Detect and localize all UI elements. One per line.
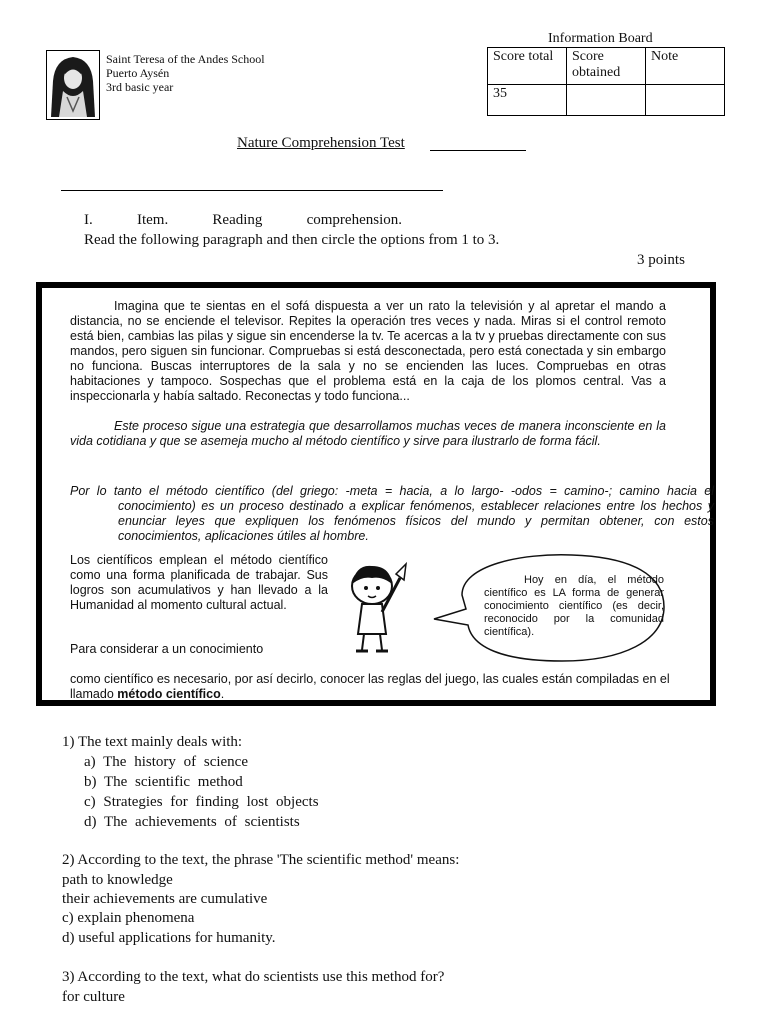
section-word-item: Item. <box>136 212 169 228</box>
reading-passage-box <box>36 282 716 706</box>
question-1-option-a[interactable]: a) The history of science <box>84 754 249 770</box>
section-word-comprehension: comprehension. <box>306 212 402 228</box>
question-3: 3) According to the text, what do scientists use this method for? <box>62 969 445 985</box>
saint-portrait-icon <box>47 51 99 119</box>
question-2-answer-d[interactable]: d) useful applications for humanity. <box>62 930 276 946</box>
board-header-score-obtained: Score obtained <box>567 48 646 85</box>
section-number: I. <box>84 212 93 228</box>
question-2-answer-c[interactable]: c) explain phenomena <box>62 910 195 926</box>
school-info <box>106 52 265 94</box>
board-score-obtained-cell[interactable] <box>567 85 646 116</box>
reading-paragraph-5: como científico es necesario, por así decirlo, conocer las reglas del juego, las cuales están compiladas en el llamado método científico. <box>70 672 670 701</box>
question-1-option-d[interactable]: d) The achievements of scientists <box>84 814 300 830</box>
section-instruction: Read the following paragraph and then circle the options from 1 to 3. <box>84 232 500 248</box>
information-board-table <box>487 47 725 116</box>
reading-paragraph-4: Los científicos emplean el método científico como una forma planificada de trabajar. Sus logros son acumulativos y han llevado a la Humanidad al momento cultural actual. <box>70 553 328 612</box>
reading-paragraph-1: Imagina que te sientas en el sofá dispuesta a ver un rato la televisión y al apretar el mando a distancia, no se enciende el televisor. Repites la operación tres veces y nada. Miras si el control remoto está bien, cambias las pilas y sigue sin encenderse la tv. Te acercas a la tv y pruebas directamente con sus mandos, pero siguen sin funcionar. Compruebas si está desconectada, pero está conectada y sin embargo no funciona. Buscas interruptores de la sala y no se encienden las luces. Compruebas en otras habitaciones y tampoco. Sospechas que el problema está en la caja de los plomos central. Vas a inspeccionarla y había saltado. Reconectas y todo funciona... <box>70 299 666 403</box>
school-location: Puerto Aysén <box>106 66 170 80</box>
question-2: 2) According to the text, the phrase 'The scientific method' means: <box>62 852 460 868</box>
board-header-note: Note <box>646 48 725 85</box>
reading-paragraph-5-start: Para considerar a un conocimiento <box>70 642 264 656</box>
test-title: Nature Comprehension Test <box>237 135 405 151</box>
question-2-answer-2[interactable]: their achievements are cumulative <box>62 891 268 907</box>
reading-paragraph-3: Por lo tanto el método científico (del griego: -meta = hacia, a lo largo- -odos = camino-; camino hacia el conocimiento) es un proceso destinado a explicar fenómenos, establecer relaciones entre los hechos y enunciar leyes que expliquen los fenómenos físicos del mundo y permitan obtener, con estos conocimientos, aplicaciones útiles al hombre. <box>70 484 714 543</box>
question-1-option-c[interactable]: c) Strategies for finding lost objects <box>84 794 319 810</box>
speech-bubble-text: Hoy en día, el método científico es LA forma de generar conocimiento científico (es decir, reconocido por la comunidad científica). <box>484 574 664 638</box>
board-score-total-value: 35 <box>488 85 567 116</box>
information-board-title: Information Board <box>548 31 653 46</box>
question-3-answer-1[interactable]: for culture <box>62 989 125 1005</box>
question-1-option-b[interactable]: b) The scientific method <box>84 774 243 790</box>
section-word-reading: Reading <box>212 212 263 228</box>
school-name: Saint Teresa of the Andes School <box>106 52 265 66</box>
mafalda-illustration-icon <box>338 556 418 656</box>
title-blank-line <box>430 150 526 151</box>
school-logo <box>46 50 100 120</box>
board-header-score-total: Score total <box>488 48 567 85</box>
highlight-scientific-method: método científico <box>117 687 221 701</box>
school-grade: 3rd basic year <box>106 80 174 94</box>
question-2-answer-1[interactable]: path to knowledge <box>62 872 173 888</box>
section-heading <box>84 212 402 229</box>
name-blank-line[interactable] <box>61 190 443 191</box>
board-note-cell[interactable] <box>646 85 725 116</box>
reading-paragraph-2: Este proceso sigue una estrategia que desarrollamos muchas veces de manera inconsciente en la vida cotidiana y que se asemeja mucho al método científico y sirve para ilustrarlo de forma fácil. <box>70 419 666 448</box>
section-points: 3 points <box>637 252 685 268</box>
question-1: 1) The text mainly deals with: <box>62 734 243 750</box>
